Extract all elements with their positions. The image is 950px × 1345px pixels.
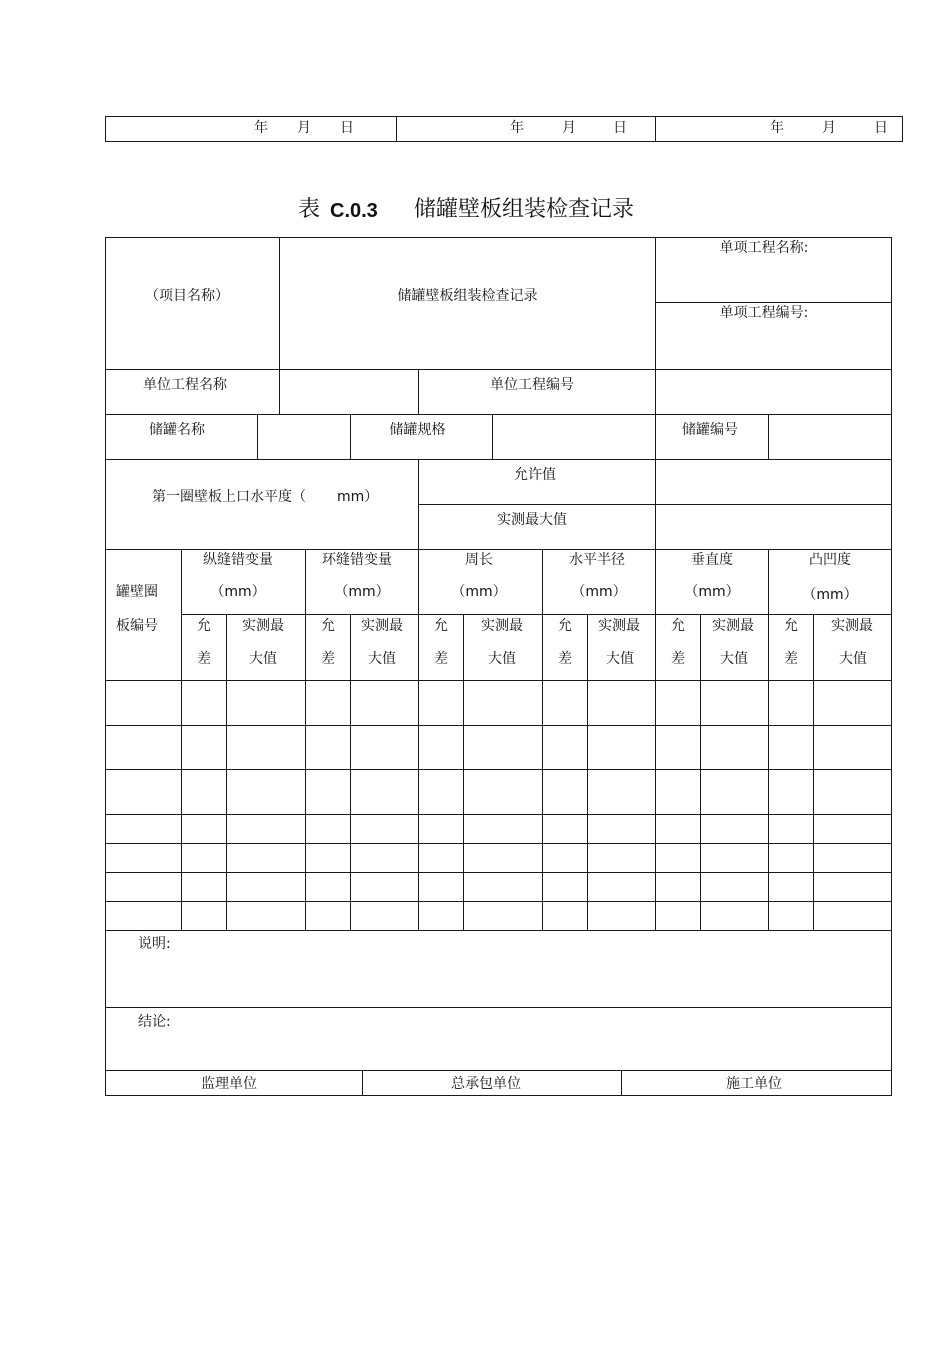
single-project-number-label: 单项工程编号: — [719, 305, 809, 321]
group-unit-5: （mm） — [684, 584, 740, 600]
group-name-6: 凸凹度 — [809, 552, 851, 568]
project-name-label: （项目名称） — [145, 288, 229, 304]
sub-measured-2b: 大值 — [368, 651, 396, 667]
title-number: C.0.3 — [330, 200, 378, 222]
measured-max-label: 实测最大值 — [497, 512, 567, 528]
date-day-3: 日 — [874, 120, 888, 136]
sub-allow-3b: 差 — [434, 651, 448, 667]
level-unit: mm） — [337, 489, 379, 505]
sub-measured-1: 实测最 — [242, 618, 284, 634]
sub-allow-1b: 差 — [197, 651, 211, 667]
group-name-1: 纵缝错变量 — [203, 552, 273, 568]
sub-measured-2: 实测最 — [361, 618, 403, 634]
group-unit-3: （mm） — [451, 584, 507, 600]
tank-name-label: 储罐名称 — [149, 422, 205, 438]
sub-allow-5: 允 — [671, 618, 685, 634]
sub-allow-2: 允 — [321, 618, 335, 634]
group-unit-1: （mm） — [210, 584, 266, 600]
sub-allow-2b: 差 — [321, 651, 335, 667]
sub-allow-4: 允 — [558, 618, 572, 634]
sub-measured-5: 实测最 — [712, 618, 754, 634]
title-name: 储罐壁板组装检查记录 — [414, 197, 635, 222]
level-label: 第一圈壁板上口水平度（ — [152, 489, 306, 505]
unit-number-label: 单位工程编号 — [490, 377, 574, 393]
sub-measured-4b: 大值 — [606, 651, 634, 667]
conclusion-label: 结论: — [138, 1014, 171, 1030]
title-prefix: 表 — [298, 197, 321, 222]
group-unit-4: （mm） — [571, 584, 627, 600]
sub-measured-3: 实测最 — [481, 618, 523, 634]
single-project-name-label: 单项工程名称: — [719, 240, 809, 256]
sub-allow-5b: 差 — [671, 651, 685, 667]
group-name-2: 环缝错变量 — [322, 552, 392, 568]
sub-measured-6b: 大值 — [839, 651, 867, 667]
ring-plate-label-2: 板编号 — [116, 618, 158, 634]
explanation-label: 说明: — [138, 936, 171, 952]
sub-measured-1b: 大值 — [249, 651, 277, 667]
group-name-5: 垂直度 — [691, 552, 733, 568]
sub-allow-1: 允 — [197, 618, 211, 634]
group-name-4: 水平半径 — [569, 552, 625, 568]
sub-allow-6: 允 — [784, 618, 798, 634]
supervisor-unit: 监理单位 — [201, 1076, 257, 1092]
sub-allow-3: 允 — [434, 618, 448, 634]
date-day-2: 日 — [613, 120, 627, 136]
tank-number-label: 储罐编号 — [682, 422, 738, 438]
ring-plate-label-1: 罐壁圈 — [116, 584, 158, 600]
date-year-2: 年 — [510, 120, 524, 136]
date-month-1: 月 — [297, 120, 311, 136]
form-name: 储罐壁板组装检查记录 — [397, 288, 538, 304]
sub-allow-6b: 差 — [784, 651, 798, 667]
construction-unit: 施工单位 — [726, 1076, 782, 1092]
group-unit-6: （mm） — [802, 587, 858, 603]
sub-measured-4: 实测最 — [598, 618, 640, 634]
date-year-1: 年 — [254, 120, 268, 136]
allowed-value-label: 允许值 — [514, 467, 556, 483]
tank-spec-label: 储罐规格 — [389, 422, 446, 438]
group-unit-2: （mm） — [334, 584, 390, 600]
sub-measured-5b: 大值 — [720, 651, 748, 667]
unit-name-label: 单位工程名称 — [143, 377, 227, 393]
date-day-1: 日 — [340, 120, 354, 136]
date-month-3: 月 — [822, 120, 836, 136]
sub-measured-6: 实测最 — [831, 618, 873, 634]
group-name-3: 周长 — [465, 552, 493, 568]
sub-allow-4b: 差 — [558, 651, 572, 667]
sub-measured-3b: 大值 — [488, 651, 516, 667]
general-contractor-unit: 总承包单位 — [451, 1076, 521, 1092]
date-month-2: 月 — [562, 120, 576, 136]
date-year-3: 年 — [770, 120, 784, 136]
